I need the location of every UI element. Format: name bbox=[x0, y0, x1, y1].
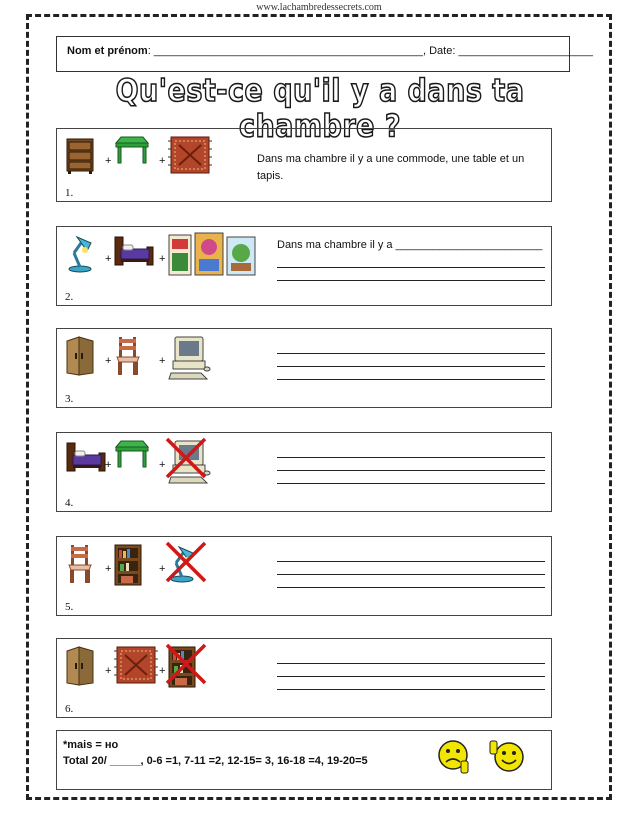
posters-icon bbox=[167, 231, 257, 282]
plus-sign: + bbox=[159, 253, 166, 265]
name-date-box bbox=[56, 36, 594, 72]
answer-line[interactable] bbox=[277, 470, 545, 471]
plus-sign: + bbox=[105, 665, 112, 677]
answer-line[interactable] bbox=[277, 379, 545, 380]
table-icon bbox=[113, 439, 151, 474]
answer-line[interactable] bbox=[277, 280, 545, 281]
answer-sentence: Dans ma chambre il y a ________________________ bbox=[277, 239, 543, 251]
tapis-icon bbox=[113, 645, 159, 690]
score-scale: Total 20/ _____, 0-6 =1, 7-11 =2, 12-15= 3, 16-18 =4, 19-20=5 bbox=[63, 755, 368, 767]
date-label: , Date: ______________________ bbox=[422, 45, 594, 57]
cross-out-icon bbox=[163, 435, 209, 481]
worksheet-title: Qu'est-ce qu'il y a dans ta chambre ? bbox=[115, 73, 525, 145]
answer-line[interactable] bbox=[277, 663, 545, 664]
commode-icon bbox=[65, 135, 95, 180]
ordinateur-icon bbox=[167, 439, 211, 490]
plus-sign: + bbox=[105, 563, 112, 575]
exercise-box bbox=[56, 432, 552, 512]
plus-sign: + bbox=[105, 155, 112, 167]
cross-out-icon bbox=[163, 539, 209, 585]
footnote: *mais = но bbox=[63, 739, 119, 751]
cross-out-icon bbox=[163, 641, 209, 687]
tapis-icon bbox=[167, 135, 213, 180]
plus-sign: + bbox=[105, 355, 112, 367]
chaise-icon bbox=[65, 543, 93, 590]
answer-line[interactable] bbox=[277, 561, 545, 562]
answer-line[interactable] bbox=[277, 457, 545, 458]
scoring-footer bbox=[56, 730, 552, 790]
armoire-icon bbox=[65, 335, 95, 382]
answer-line[interactable] bbox=[277, 353, 545, 354]
exercise-number: 2. bbox=[65, 291, 74, 303]
exercise-box bbox=[56, 536, 552, 616]
answer-line[interactable] bbox=[277, 587, 545, 588]
answer-line[interactable] bbox=[277, 676, 545, 677]
exercise-box bbox=[56, 638, 552, 718]
name-blank: : ____________________________________________ bbox=[147, 45, 423, 57]
exercise-number: 5. bbox=[65, 601, 74, 613]
thumbs-up-smiley-icon bbox=[487, 735, 527, 777]
exercise-number: 1. bbox=[65, 187, 74, 199]
etagère-icon bbox=[167, 645, 197, 694]
plus-sign: + bbox=[159, 459, 166, 471]
plus-sign: + bbox=[159, 355, 166, 367]
exercise-number: 3. bbox=[65, 393, 74, 405]
answer-line[interactable] bbox=[277, 574, 545, 575]
answer-line[interactable] bbox=[277, 483, 545, 484]
thumbs-down-smiley-icon bbox=[433, 737, 473, 777]
answer-line[interactable] bbox=[277, 689, 545, 690]
exercise-number: 6. bbox=[65, 703, 74, 715]
exercise-number: 4. bbox=[65, 497, 74, 509]
exercise-box bbox=[56, 128, 552, 202]
lit-icon bbox=[65, 439, 107, 480]
lampe-icon bbox=[65, 233, 95, 278]
answer-line[interactable] bbox=[277, 267, 545, 268]
answer-sentence: Dans ma chambre il y a une commode, une table et un tapis. bbox=[257, 153, 525, 182]
exercise-box bbox=[56, 226, 552, 306]
etagère-icon bbox=[113, 543, 143, 592]
chaise-icon bbox=[113, 335, 141, 382]
ordinateur-icon bbox=[167, 335, 211, 386]
source-url: www.lachambredessecrets.com bbox=[256, 2, 382, 13]
table-icon bbox=[113, 135, 151, 170]
armoire-icon bbox=[65, 645, 95, 692]
plus-sign: + bbox=[105, 459, 112, 471]
name-label: Nom et prénom bbox=[67, 45, 148, 57]
answer-line[interactable] bbox=[277, 366, 545, 367]
plus-sign: + bbox=[159, 665, 166, 677]
plus-sign: + bbox=[105, 253, 112, 265]
lit-icon bbox=[113, 233, 155, 274]
exercise-box bbox=[56, 328, 552, 408]
plus-sign: + bbox=[159, 155, 166, 167]
lampe-icon bbox=[167, 543, 197, 588]
plus-sign: + bbox=[159, 563, 166, 575]
